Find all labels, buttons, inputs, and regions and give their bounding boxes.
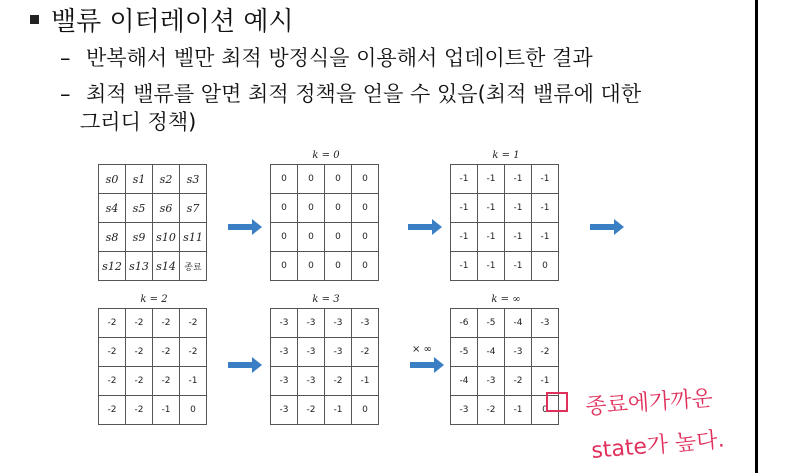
value-cell: 0 <box>271 194 298 223</box>
value-cell: -3 <box>505 338 532 367</box>
value-cell: -1 <box>451 194 478 223</box>
grid-row <box>271 338 379 367</box>
value-cell: -2 <box>532 338 559 367</box>
value-cell: 0 <box>352 252 379 281</box>
value-cell: -1 <box>451 223 478 252</box>
grid-row <box>451 252 559 281</box>
value-cell: 0 <box>271 165 298 194</box>
grid-row <box>99 252 207 281</box>
value-cell: -5 <box>451 338 478 367</box>
value-cell: -2 <box>126 367 153 396</box>
arrow-right-icon <box>408 224 434 230</box>
square-bullet-icon <box>30 15 39 24</box>
value-cell: -2 <box>153 367 180 396</box>
value-cell: -2 <box>478 396 505 425</box>
value-cell: -2 <box>352 338 379 367</box>
state-grid <box>98 164 207 281</box>
grid-row <box>451 165 559 194</box>
value-cell: -1 <box>478 223 505 252</box>
value-cell: 0 <box>325 252 352 281</box>
handwritten-line-1: 종료에가까운 <box>584 386 714 420</box>
value-cell: -3 <box>298 309 325 338</box>
value-cell: -2 <box>126 396 153 425</box>
grid-row <box>271 367 379 396</box>
arrow-right-icon <box>228 362 254 368</box>
grid-row <box>451 338 559 367</box>
value-cell: 0 <box>298 252 325 281</box>
value-cell: -2 <box>99 309 126 338</box>
handwritten-line-2: state가 높다. <box>590 427 726 464</box>
grid-label-k2: k = 2 <box>140 294 168 305</box>
arrow-right-icon <box>410 362 436 368</box>
value-cell: -1 <box>505 223 532 252</box>
value-cell: -3 <box>271 367 298 396</box>
state-cell: s6 <box>153 194 180 223</box>
grid-row <box>99 396 207 425</box>
state-cell: s0 <box>99 165 126 194</box>
value-cell: 0 <box>325 194 352 223</box>
state-cell: s8 <box>99 223 126 252</box>
value-cell: -3 <box>298 367 325 396</box>
value-cell: -3 <box>478 367 505 396</box>
state-cell: s14 <box>153 252 180 281</box>
state-cell: s1 <box>126 165 153 194</box>
grid-row <box>451 396 559 425</box>
value-cell: -2 <box>153 309 180 338</box>
grid-row <box>271 252 379 281</box>
value-cell: -1 <box>325 396 352 425</box>
value-cell: -1 <box>532 223 559 252</box>
value-cell: -3 <box>325 338 352 367</box>
grid-label-k0: k = 0 <box>312 150 340 161</box>
grid-label-k3: k = 3 <box>312 294 340 305</box>
grid-row <box>271 223 379 252</box>
value-cell: -2 <box>180 309 207 338</box>
state-cell: s9 <box>126 223 153 252</box>
state-cell: 종료 <box>180 252 207 281</box>
value-cell: -2 <box>126 309 153 338</box>
value-cell: -2 <box>153 338 180 367</box>
value-cell: -1 <box>153 396 180 425</box>
value-cell: -3 <box>271 396 298 425</box>
grid-row <box>451 309 559 338</box>
state-cell: s11 <box>180 223 207 252</box>
value-cell: -1 <box>532 194 559 223</box>
value-cell: -1 <box>478 194 505 223</box>
value-cell: 0 <box>298 165 325 194</box>
value-cell: -3 <box>352 309 379 338</box>
state-cell: s7 <box>180 194 207 223</box>
bullet-item-1-text: 반복해서 벨만 최적 방정식을 이용해서 업데이트한 결과 <box>86 46 593 70</box>
value-cell: -1 <box>180 367 207 396</box>
value-cell: 0 <box>298 223 325 252</box>
value-cell: -2 <box>298 396 325 425</box>
value-cell: -1 <box>478 165 505 194</box>
grid-row <box>271 309 379 338</box>
arrow-right-icon <box>590 224 616 230</box>
value-cell: -5 <box>478 309 505 338</box>
state-cell: s10 <box>153 223 180 252</box>
grid-row <box>99 165 207 194</box>
grid-row <box>99 338 207 367</box>
value-cell: -3 <box>298 338 325 367</box>
grid-row <box>99 223 207 252</box>
state-cell: s5 <box>126 194 153 223</box>
value-cell: -2 <box>99 338 126 367</box>
value-cell: -1 <box>478 252 505 281</box>
value-cell: -2 <box>99 367 126 396</box>
value-cell: 0 <box>271 223 298 252</box>
arrow-right-icon <box>228 224 254 230</box>
grid-row <box>451 194 559 223</box>
grid-row <box>99 309 207 338</box>
value-grid-k3 <box>270 308 379 425</box>
value-cell: 0 <box>325 165 352 194</box>
grid-row <box>99 194 207 223</box>
value-cell: -1 <box>505 252 532 281</box>
slide-right-border <box>755 0 758 473</box>
value-cell: -2 <box>126 338 153 367</box>
bullet-item-2-text-line2: 그리디 정책) <box>80 110 197 134</box>
value-cell: 0 <box>352 396 379 425</box>
value-cell: -3 <box>451 396 478 425</box>
state-cell: s2 <box>153 165 180 194</box>
grid-label-kinf: k = ∞ <box>491 294 521 305</box>
value-cell: 0 <box>180 396 207 425</box>
value-cell: -4 <box>451 367 478 396</box>
slide-title <box>30 6 294 38</box>
dash-bullet: – <box>60 46 71 70</box>
grid-row <box>271 165 379 194</box>
value-cell: -2 <box>99 396 126 425</box>
value-cell: 0 <box>271 252 298 281</box>
value-cell: 0 <box>325 223 352 252</box>
handwritten-annotation <box>580 384 750 470</box>
value-cell: -3 <box>325 309 352 338</box>
grid-row <box>271 396 379 425</box>
value-cell: 0 <box>352 223 379 252</box>
bullet-item-2-text-line1: 최적 밸류를 알면 최적 정책을 얻을 수 있음(최적 밸류에 대한 <box>86 82 642 106</box>
value-cell: -1 <box>505 396 532 425</box>
value-grid-kinf <box>450 308 559 425</box>
dash-bullet: – <box>60 82 71 106</box>
grid-row <box>451 367 559 396</box>
slide-title-text: 밸류 이터레이션 예시 <box>51 7 294 37</box>
repeat-infinity-label: × ∞ <box>412 344 432 355</box>
state-cell: s13 <box>126 252 153 281</box>
value-cell: -2 <box>325 367 352 396</box>
value-cell: -2 <box>180 338 207 367</box>
value-grid-k2 <box>98 308 207 425</box>
grid-row <box>271 194 379 223</box>
value-cell: -1 <box>451 165 478 194</box>
value-cell: 0 <box>532 252 559 281</box>
bullet-item-1 <box>60 44 593 72</box>
value-cell: -6 <box>451 309 478 338</box>
value-cell: 0 <box>298 194 325 223</box>
value-cell: -1 <box>352 367 379 396</box>
value-grid-k1 <box>450 164 559 281</box>
value-cell: -1 <box>532 367 559 396</box>
bullet-item-2 <box>60 80 740 136</box>
state-cell: s12 <box>99 252 126 281</box>
state-cell: s3 <box>180 165 207 194</box>
value-cell: 0 <box>352 165 379 194</box>
value-cell: -1 <box>451 252 478 281</box>
value-cell: -2 <box>505 367 532 396</box>
grid-row <box>451 223 559 252</box>
value-cell: -1 <box>532 165 559 194</box>
grid-label-k1: k = 1 <box>492 150 520 161</box>
value-cell: -4 <box>478 338 505 367</box>
value-cell: -3 <box>271 338 298 367</box>
value-cell: 0 <box>532 396 559 425</box>
value-grid-k0 <box>270 164 379 281</box>
value-cell: -3 <box>271 309 298 338</box>
value-cell: -1 <box>505 194 532 223</box>
value-cell: -1 <box>505 165 532 194</box>
value-cell: 0 <box>352 194 379 223</box>
value-cell: -3 <box>532 309 559 338</box>
grid-row <box>99 367 207 396</box>
value-cell: -4 <box>505 309 532 338</box>
state-cell: s4 <box>99 194 126 223</box>
terminal-cell-highlight-box <box>546 392 568 412</box>
